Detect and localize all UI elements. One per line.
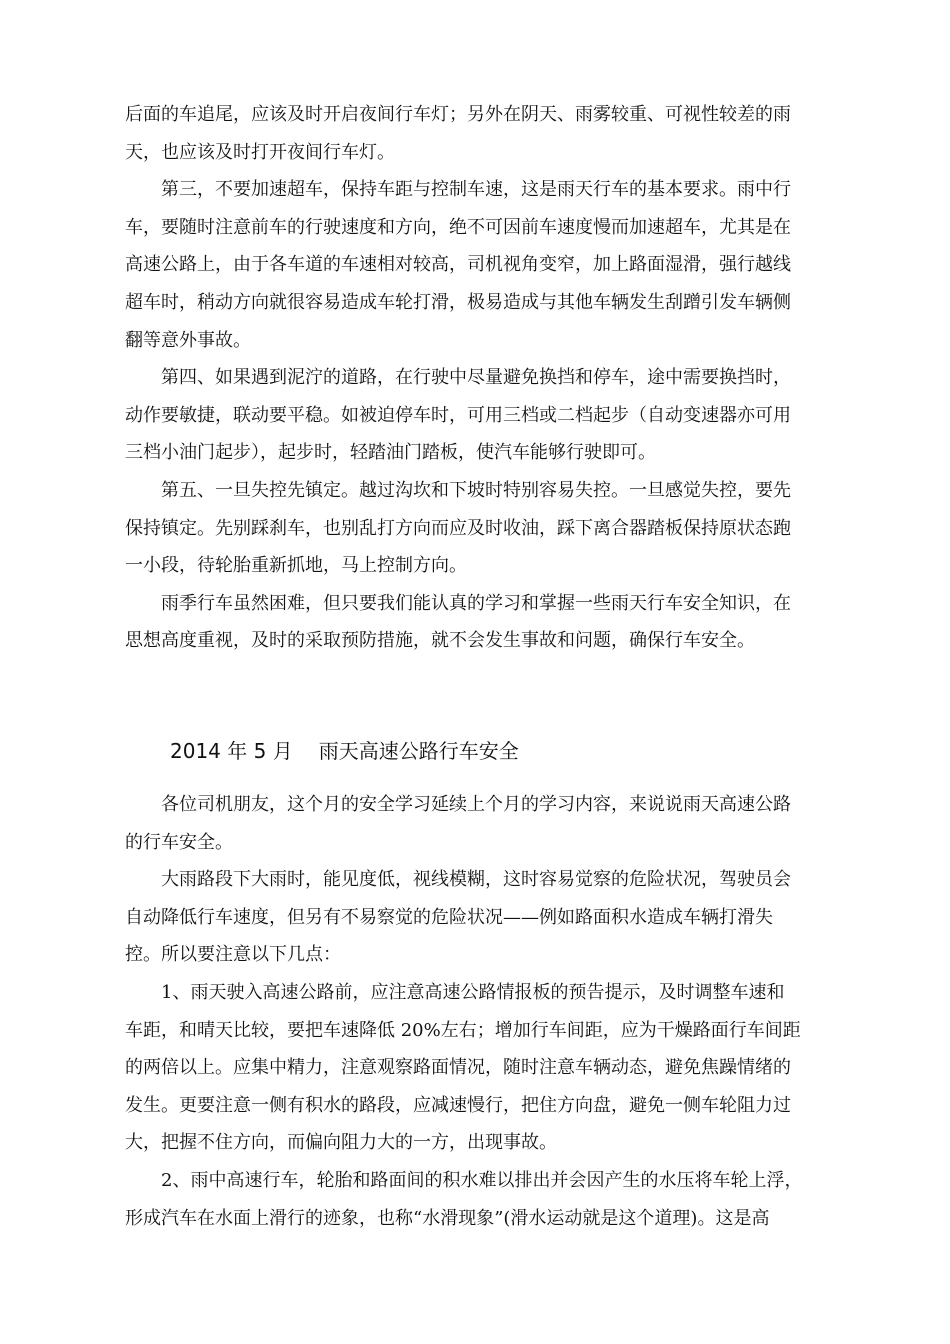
paragraph-line: 思想高度重视，及时的采取预防措施，就不会发生事故和问题，确保行车安全。 <box>125 630 755 652</box>
heading-date: 2014 年 5 月 <box>170 739 293 763</box>
paragraph-line: 发生。更要注意一侧有积水的路段，应减速慢行，把住方向盘，避免一侧车轮阻力过 <box>125 1094 791 1116</box>
section-highway-rain-safety <box>125 786 835 1237</box>
paragraph-line: 自动降低行车速度，但另有不易察觉的危险状况——例如路面积水造成车辆打滑失 <box>125 906 773 928</box>
paragraph-line: 超车时，稍动方向就很容易造成车轮打滑，极易造成与其他车辆发生刮蹭引发车辆侧 <box>125 291 791 313</box>
paragraph-line: 车，要随时注意前车的行驶速度和方向，绝不可因前车速度慢而加速超车，尤其是在 <box>125 216 791 238</box>
paragraph-line: 大雨路段下大雨时，能见度低，视线模糊，这时容易觉察的危险状况，驾驶员会 <box>161 869 791 891</box>
heading-title: 雨天高速公路行车安全 <box>318 739 519 763</box>
paragraph-line: 1、雨天驶入高速公路前，应注意高速公路情报板的预告提示，及时调整车速和 <box>161 981 785 1003</box>
paragraph-line: 形成汽车在水面上滑行的迹象，也称“水滑现象”(滑水运动就是这个道理)。这是高 <box>125 1207 770 1229</box>
paragraph-line: 后面的车追尾，应该及时开启夜间行车灯；另外在阴天、雨雾较重、可视性较差的雨 <box>125 104 791 125</box>
paragraph-line: 控。所以要注意以下几点： <box>125 944 341 966</box>
paragraph-line: 车距，和晴天比较，要把车速降低 20%左右；增加行车间距，应为干燥路面行车间距 <box>125 1019 801 1041</box>
paragraph-line: 的两倍以上。应集中精力，注意观察路面情况，随时注意车辆动态，避免焦躁情绪的 <box>125 1057 791 1079</box>
paragraph-line: 第四、如果遇到泥泞的道路，在行驶中尽量避免换挡和停车，途中需要换挡时， <box>161 367 791 389</box>
paragraph-line: 的行车安全。 <box>125 831 233 853</box>
paragraph-line: 雨季行车虽然困难，但只要我们能认真的学习和掌握一些雨天行车安全知识，在 <box>161 592 791 614</box>
paragraph-line: 各位司机朋友，这个月的安全学习延续上个月的学习内容，来说说雨天高速公路 <box>161 794 791 815</box>
paragraph-line: 一小段，待轮胎重新抓地，马上控制方向。 <box>125 555 467 577</box>
paragraph-line: 第三，不要加速超车，保持车距与控制车速，这是雨天行车的基本要求。雨中行 <box>161 179 791 201</box>
section-heading <box>170 731 519 771</box>
paragraph-line: 动作要敏捷，联动要平稳。如被迫停车时，可用三档或二档起步（自动变速器亦可用 <box>125 404 791 426</box>
paragraph-line: 高速公路上，由于各车道的车速相对较高，司机视角变窄，加上路面湿滑，强行越线 <box>125 254 791 276</box>
paragraph-line: 保持镇定。先别踩刹车，也别乱打方向而应及时收油，踩下离合器踏板保持原状态跑 <box>125 517 791 539</box>
paragraph-line: 大，把握不住方向，而偏向阻力大的一方，出现事故。 <box>125 1132 557 1154</box>
paragraph-line: 翻等意外事故。 <box>125 329 251 351</box>
paragraph-line: 第五、一旦失控先镇定。越过沟坎和下坡时特别容易失控。一旦感觉失控，要先 <box>161 479 791 501</box>
paragraph-line: 2、雨中高速行车，轮胎和路面间的积水难以排出并会因产生的水压将车轮上浮， <box>161 1169 803 1191</box>
section-rainy-driving-tips <box>125 96 835 660</box>
paragraph-line: 三档小油门起步），起步时，轻踏油门踏板，使汽车能够行驶即可。 <box>125 442 656 464</box>
paragraph-line: 天，也应该及时打开夜间行车灯。 <box>125 141 395 163</box>
